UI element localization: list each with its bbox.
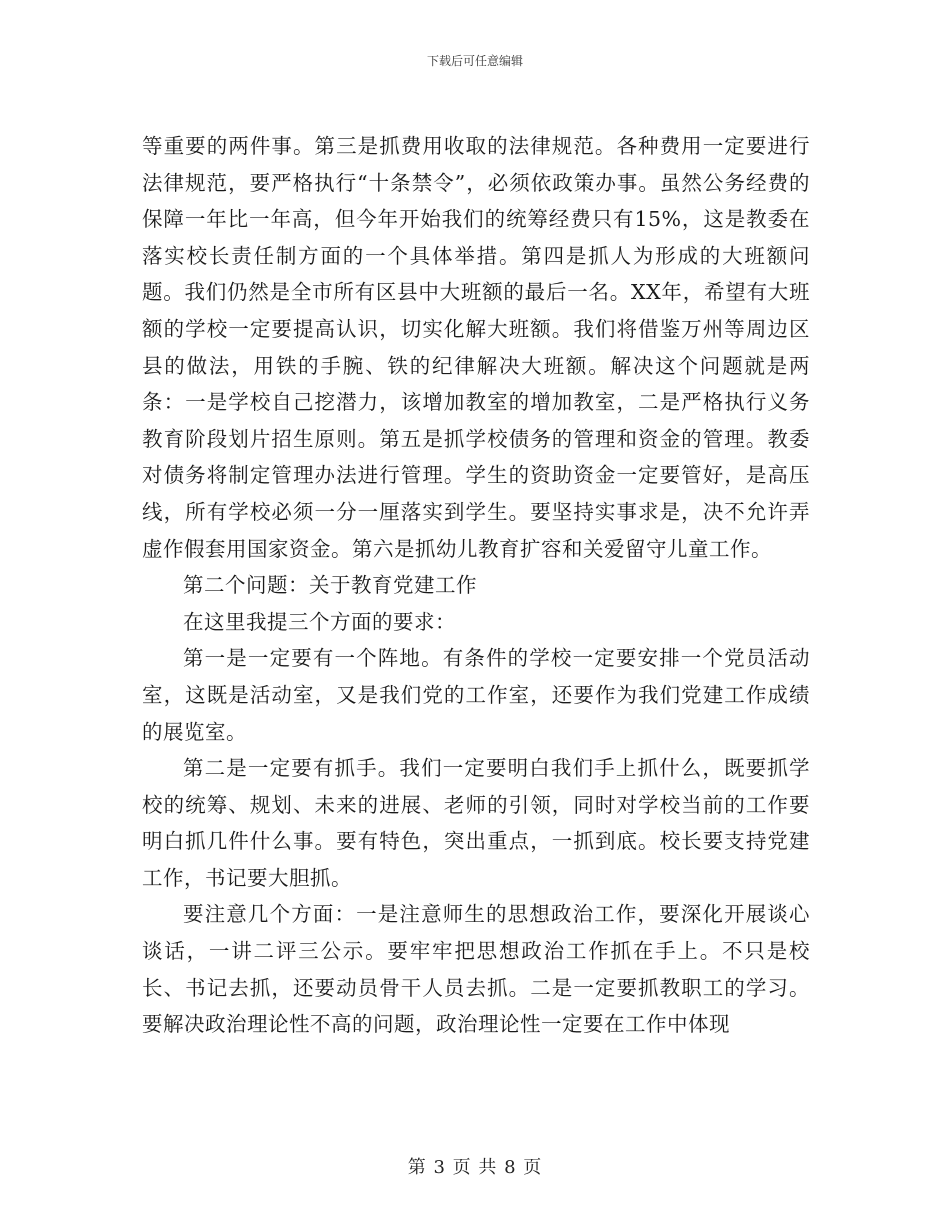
paragraph-requirement-2: 第二是一定要有抓手。我们一定要明白我们手上抓什么，既要抓学校的统筹、规划、未来的进展、老师的引领，同时对学校当前的工作要明白抓几件什么事。要有特色，突出重点，一抓到底。校长要支持党建工作，书记要大胆抓。 bbox=[142, 756, 810, 890]
paragraph-intro-requirements: 在这里我提三个方面的要求： bbox=[183, 609, 456, 634]
page-number-footer: 第 3 页 共 8 页 bbox=[407, 1157, 543, 1178]
paragraph-attention-points: 要注意几个方面：一是注意师生的思想政治工作，要深化开展谈心谈话，一讲二评三公示。要牢牢把思想政治工作抓在手上。不只是校长、书记去抓，还要动员骨干人员去抓。二是一定要抓教职工的学习。要解决政治理论性不高的问题，政治理论性一定要在工作中体现 bbox=[142, 902, 810, 1037]
paragraph-continuation: 等重要的两件事。第三是抓费用收取的法律规范。各种费用一定要进行法律规范，要严格执行“十条禁令”，必须依政策办事。虽然公务经费的保障一年比一年高，但今年开始我们的统筹经费只有15%，这是教委在落实校长责任制方面的一个具体举措。第四是抓人为形成的大班额问题。我们仍然是全市所有区县中大班额的最后一名。XX年，希望有大班额的学校一定要提高认识，切实化解大班额。我们将借鉴万州等周边区县的做法，用铁的手腕、铁的纪律解决大班额。解决这个问题就是两条：一是学校自己挖潜力，该增加教室的增加教室，二是严格执行义务教育阶段划片招生原则。第五是抓学校债务的管理和资金的管理。教委对债务将制定管理办法进行管理。学生的资助资金一定要管好，是高压线，所有学校必须一分一厘落实到学生。要坚持实事求是，决不允许弄虚作假套用国家资金。第六是抓幼儿教育扩容和关爱留守儿童工作。 bbox=[142, 134, 810, 561]
section-heading-party-building: 第二个问题：关于教育党建工作 bbox=[183, 573, 477, 598]
document-body bbox=[142, 128, 810, 1043]
paragraph-requirement-1: 第一是一定要有一个阵地。有条件的学校一定要安排一个党员活动室，这既是活动室，又是我们党的工作室，还要作为我们党建工作成绩的展览室。 bbox=[142, 646, 810, 744]
page-header-note: 下载后可任意编辑 bbox=[426, 54, 523, 68]
